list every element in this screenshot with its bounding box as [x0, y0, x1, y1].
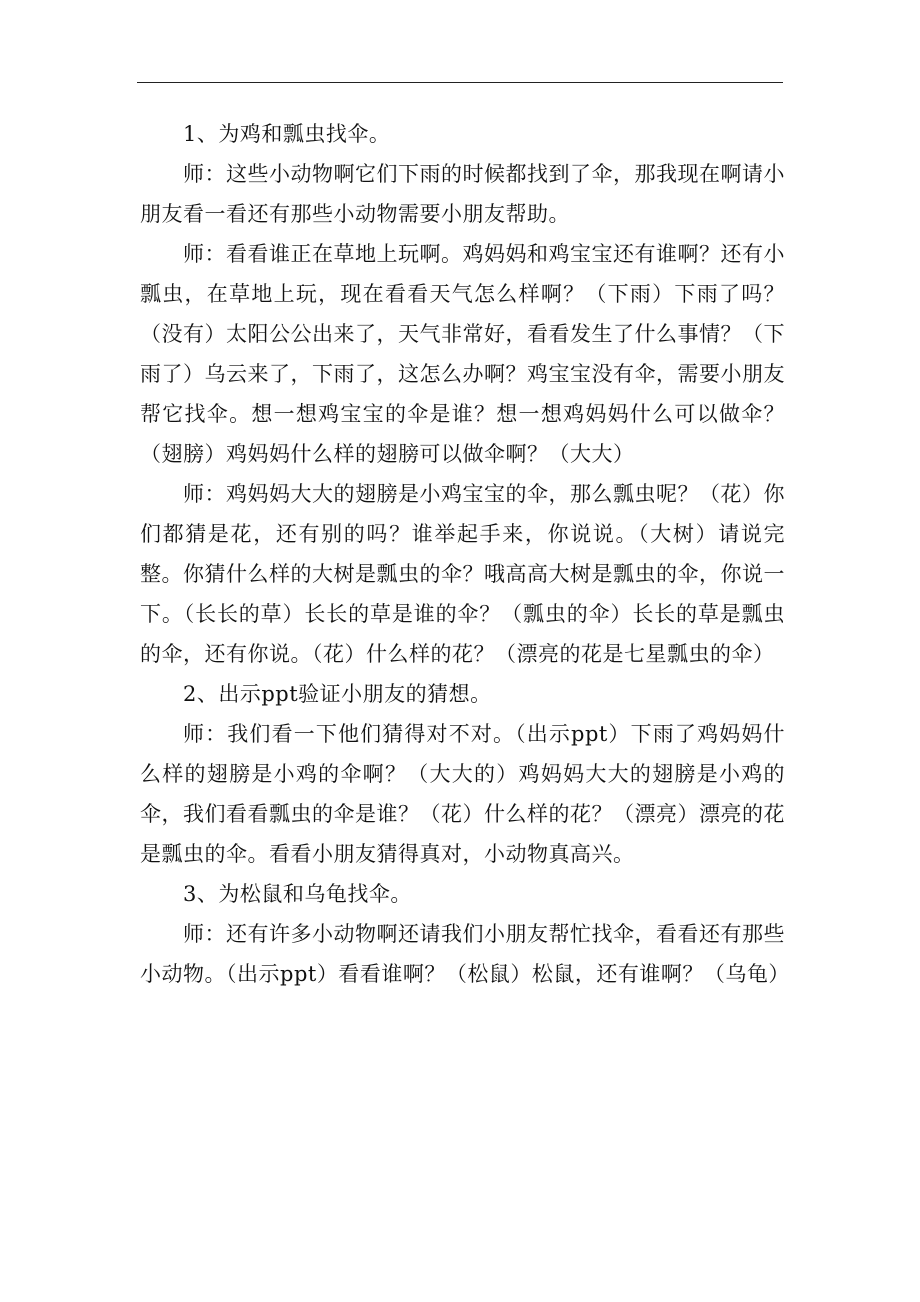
paragraph-teacher-3: 师：鸡妈妈大大的翅膀是小鸡宝宝的伞，那么瓢虫呢？（花）你们都猜是花，还有别的吗？谁举起手来，你说说。（大树）请说完整。你猜什么样的大树是瓢虫的伞？哦高高大树是瓢虫的伞，你说一下。（长长的草）长长的草是谁的伞？（瓢虫的伞）长长的草是瓢虫的伞，还有你说。（花）什么样的花？（漂亮的花是七星瓢虫的伞） — [140, 482, 785, 666]
paragraph-heading-1: 1、为鸡和瓢虫找伞。 — [183, 122, 391, 146]
paragraph-teacher-1: 师：这些小动物啊它们下雨的时候都找到了伞，那我现在啊请小朋友看一看还有那些小动物需要小朋友帮助。 — [140, 162, 785, 226]
paragraph-teacher-2: 师：看看谁正在草地上玩啊。鸡妈妈和鸡宝宝还有谁啊？还有小瓢虫，在草地上玩，现在看看天气怎么样啊？（下雨）下雨了吗？（没有）太阳公公出来了，天气非常好，看看发生了什么事情？（下雨了）乌云来了，下雨了，这怎么办啊？鸡宝宝没有伞，需要小朋友帮它找伞。想一想鸡宝宝的伞是谁？想一想鸡妈妈什么可以做伞？（翅膀）鸡妈妈什么样的翅膀可以做伞啊？（大大） — [140, 242, 785, 466]
paragraph-teacher-5: 师：还有许多小动物啊还请我们小朋友帮忙找伞，看看还有那些小动物。（出示ppt）看看谁啊？（松鼠）松鼠，还有谁啊？（乌龟） — [140, 922, 790, 986]
paragraph-heading-2: 2、出示ppt验证小朋友的猜想。 — [183, 682, 492, 706]
document-body — [140, 114, 790, 994]
paragraph-teacher-4: 师：我们看一下他们猜得对不对。（出示ppt）下雨了鸡妈妈什么样的翅膀是小鸡的伞啊？（大大的）鸡妈妈大大的翅膀是小鸡的伞，我们看看瓢虫的伞是谁？（花）什么样的花？（漂亮）漂亮的花是瓢虫的伞。看看小朋友猜得真对，小动物真高兴。 — [140, 722, 785, 866]
paragraph-heading-3: 3、为松鼠和乌龟找伞。 — [183, 882, 412, 906]
header-rule — [137, 82, 783, 83]
